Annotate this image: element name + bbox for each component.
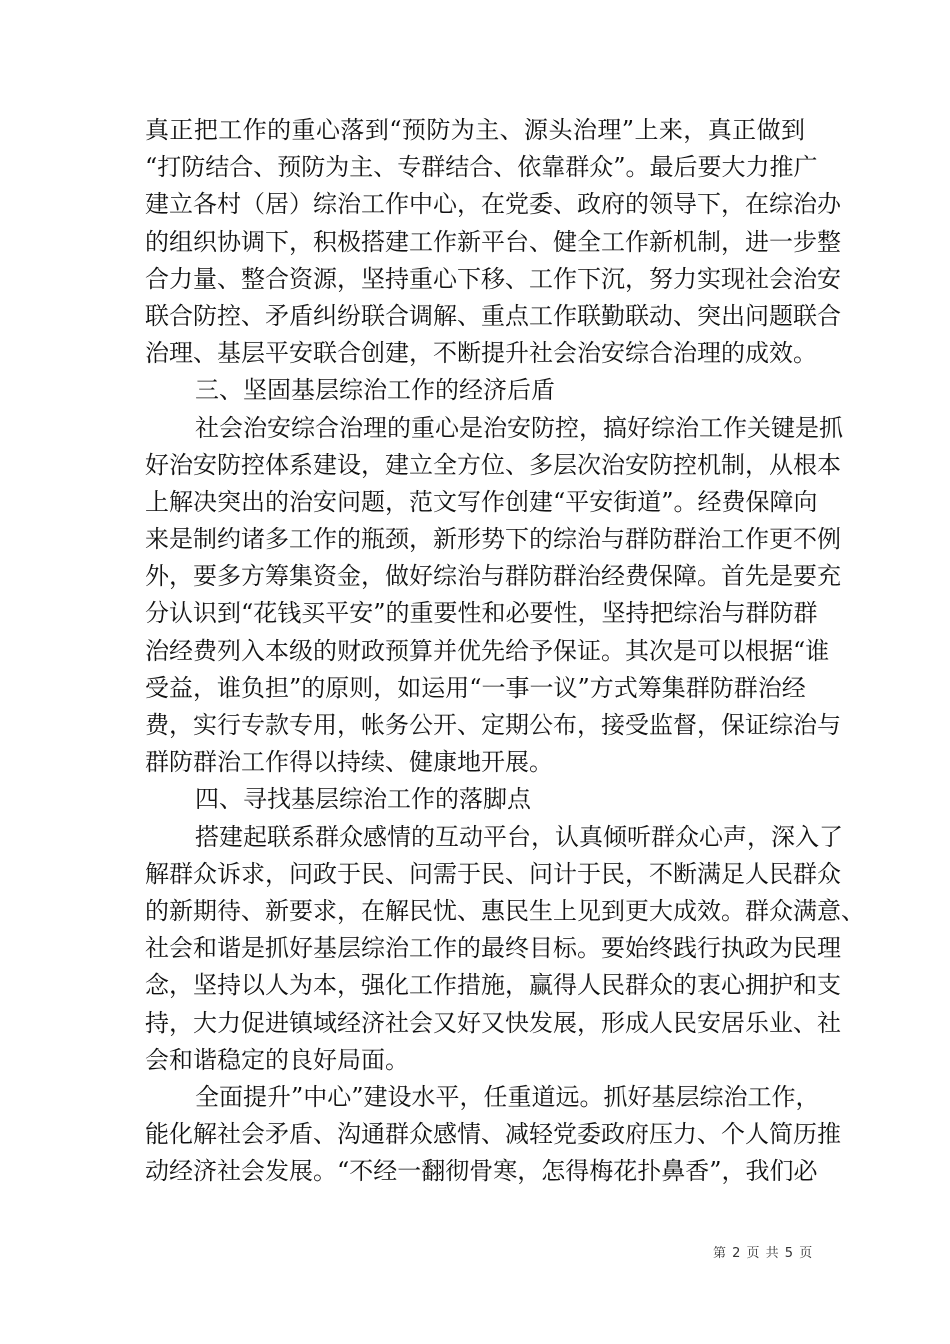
text-line: 搭建起联系群众感情的互动平台，认真倾听群众心声，深入了 (195, 822, 843, 851)
text-line: “打防结合、预防为主、专群结合、依靠群众”。最后要大力推广 (145, 153, 818, 182)
text-line: 全面提升”中心”建设水平，任重道远。抓好基层综治工作， (195, 1082, 820, 1111)
text-line: 解群众诉求，问政于民、问需于民、问计于民，不断满足人民群众 (145, 859, 841, 888)
page-number-footer: 第 2 页 共 5 页 (713, 1246, 814, 1261)
text-line: 上解决突出的治安问题，范文写作创建“平安街道”。经费保障向 (145, 487, 818, 516)
text-line: 联合防控、矛盾纠纷联合调解、重点工作联勤联动、突出问题联合 (145, 301, 841, 330)
text-line: 治理、基层平安联合创建，不断提升社会治安综合治理的成效。 (145, 339, 817, 368)
text-line: 费，实行专款专用，帐务公开、定期公布，接受监督，保证综治与 (145, 711, 841, 739)
text-line: 会和谐稳定的良好局面。 (145, 1045, 409, 1074)
text-line: 合力量、整合资源，坚持重心下移、工作下沉，努力实现社会治安 (145, 264, 841, 293)
text-line: 群防群治工作得以持续、健康地开展。 (145, 748, 553, 777)
text-line: 持，大力促进镇域经济社会又好又快发展，形成人民安居乐业、社 (145, 1008, 841, 1037)
text-line: 受益，谁负担”的原则，如运用“一事一议”方式筹集群防群治经 (145, 673, 806, 702)
text-line: 能化解社会矛盾、沟通群众感情、减轻党委政府压力、个人简历推 (145, 1120, 841, 1149)
text-line: 治经费列入本级的财政预算并优先给予保证。其次是可以根据“谁 (145, 636, 830, 665)
section-heading: 四、寻找基层综治工作的落脚点 (195, 785, 531, 814)
text-line: 分认识到“花钱买平安”的重要性和必要性，坚持把综治与群防群 (145, 599, 818, 628)
text-line: 建立各村（居）综治工作中心，在党委、政府的领导下，在综治办 (145, 190, 841, 219)
document-body (145, 112, 865, 1190)
text-line: 好治安防控体系建设，建立全方位、多层次治安防控机制，从根本 (145, 450, 841, 479)
text-line: 的组织协调下，积极搭建工作新平台、健全工作新机制，进一步整 (145, 227, 841, 256)
text-line: 来是制约诸多工作的瓶颈，新形势下的综治与群防群治工作更不例 (145, 525, 841, 554)
text-line: 社会治安综合治理的重心是治安防控，搞好综治工作关键是抓 (195, 413, 843, 442)
text-line: 真正把工作的重心落到“预防为主、源头治理”上来，真正做到 (145, 116, 805, 144)
text-line: 念，坚持以人为本，强化工作措施，赢得人民群众的衷心拥护和支 (145, 971, 841, 1000)
text-line: 外，要多方筹集资金，做好综治与群防群治经费保障。首先是要充 (145, 562, 841, 591)
text-line: 动经济社会发展。“不经一翻彻骨寒，怎得梅花扑鼻香”，我们必 (145, 1157, 818, 1186)
text-line: 社会和谐是抓好基层综治工作的最终目标。要始终践行执政为民理 (145, 934, 841, 963)
section-heading: 三、坚固基层综治工作的经济后盾 (195, 376, 555, 405)
text-line: 的新期待、新要求，在解民忧、惠民生上见到更大成效。群众满意、 (145, 896, 865, 925)
